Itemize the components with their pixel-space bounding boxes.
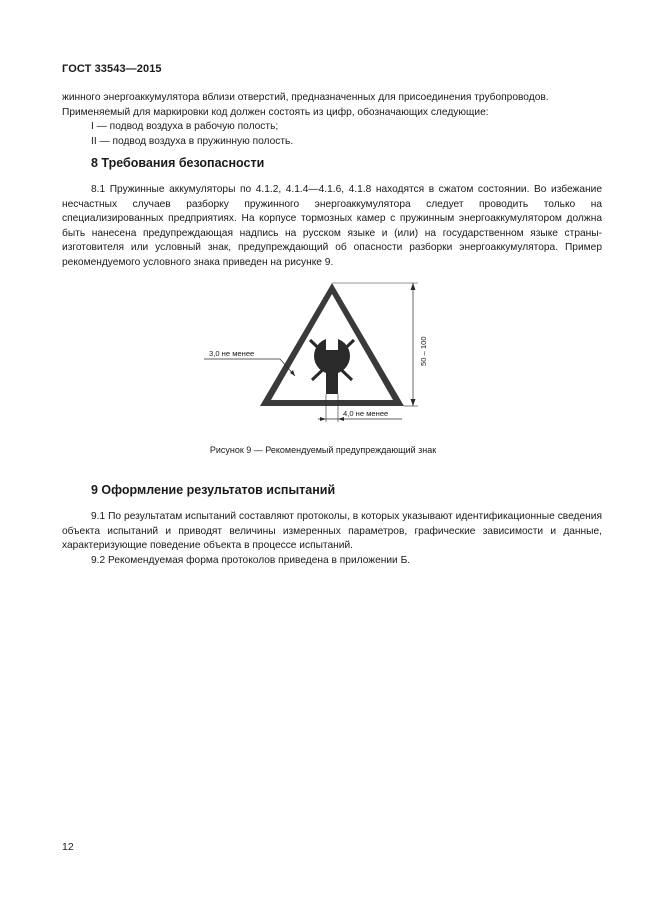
section-8-body	[62, 183, 602, 271]
page-number: 12	[62, 841, 74, 853]
section-9-paragraph-2: 9.2 Рекомендуемая форма протоколов приведена в приложении Б.	[91, 554, 411, 566]
section-9-paragraph-1: 9.1 По результатам испытаний составляют протоколы, в которых указывают идентификационные сведения объекта испытаний и приводят величины измеренных параметров, графические зависимости и данные, характеризующие поведение объекта в процессе испытаний.	[62, 511, 602, 552]
height-label: 50 – 100	[419, 336, 428, 366]
intro-line-2: Применяемый для маркировки код должен состоять из цифр, обозначающих следующие:	[62, 106, 489, 118]
border-thickness-label: 3,0 не менее	[209, 349, 255, 358]
section-8-title: 8 Требования безопасности	[91, 156, 265, 170]
intro-line-1: жинного энергоаккумулятора вблизи отверстий, предназначенных для присоединения трубопроводов.	[62, 92, 549, 103]
document-id: ГОСТ 33543—2015	[62, 63, 162, 75]
figure-caption: Рисунок 9 — Рекомендуемый предупреждающий знак	[209, 445, 437, 455]
section-9-body	[62, 510, 602, 568]
section-9-title: 9 Оформление результатов испытаний	[91, 483, 336, 497]
list-item-1: I — подвод воздуха в рабочую полость;	[91, 121, 279, 133]
stem-width-label: 4,0 не менее	[343, 409, 389, 418]
warning-sign-figure	[200, 280, 440, 430]
intro-text	[62, 91, 602, 149]
section-8-paragraph: 8.1 Пружинные аккумуляторы по 4.1.2, 4.1.4—4.1.6, 4.1.8 находятся в сжатом состоянии. Во избежание несчастных случаев разборку пружинного энергоаккумулятора следует проводить только на специализированных предприятиях. На корпусе тормозных камер с пружинным энергоаккумулятором должна быть нанесена предупреждающая надпись на русском языке и (или) на государственном языке страны-изготовителя или условный знак, предупреждающий об опасности разборки энергоаккумулятора. Пример рекомендуемого условного знака приведен на рисунке 9.	[62, 184, 602, 268]
list-item-2: II — подвод воздуха в пружинную полость.	[91, 135, 294, 147]
